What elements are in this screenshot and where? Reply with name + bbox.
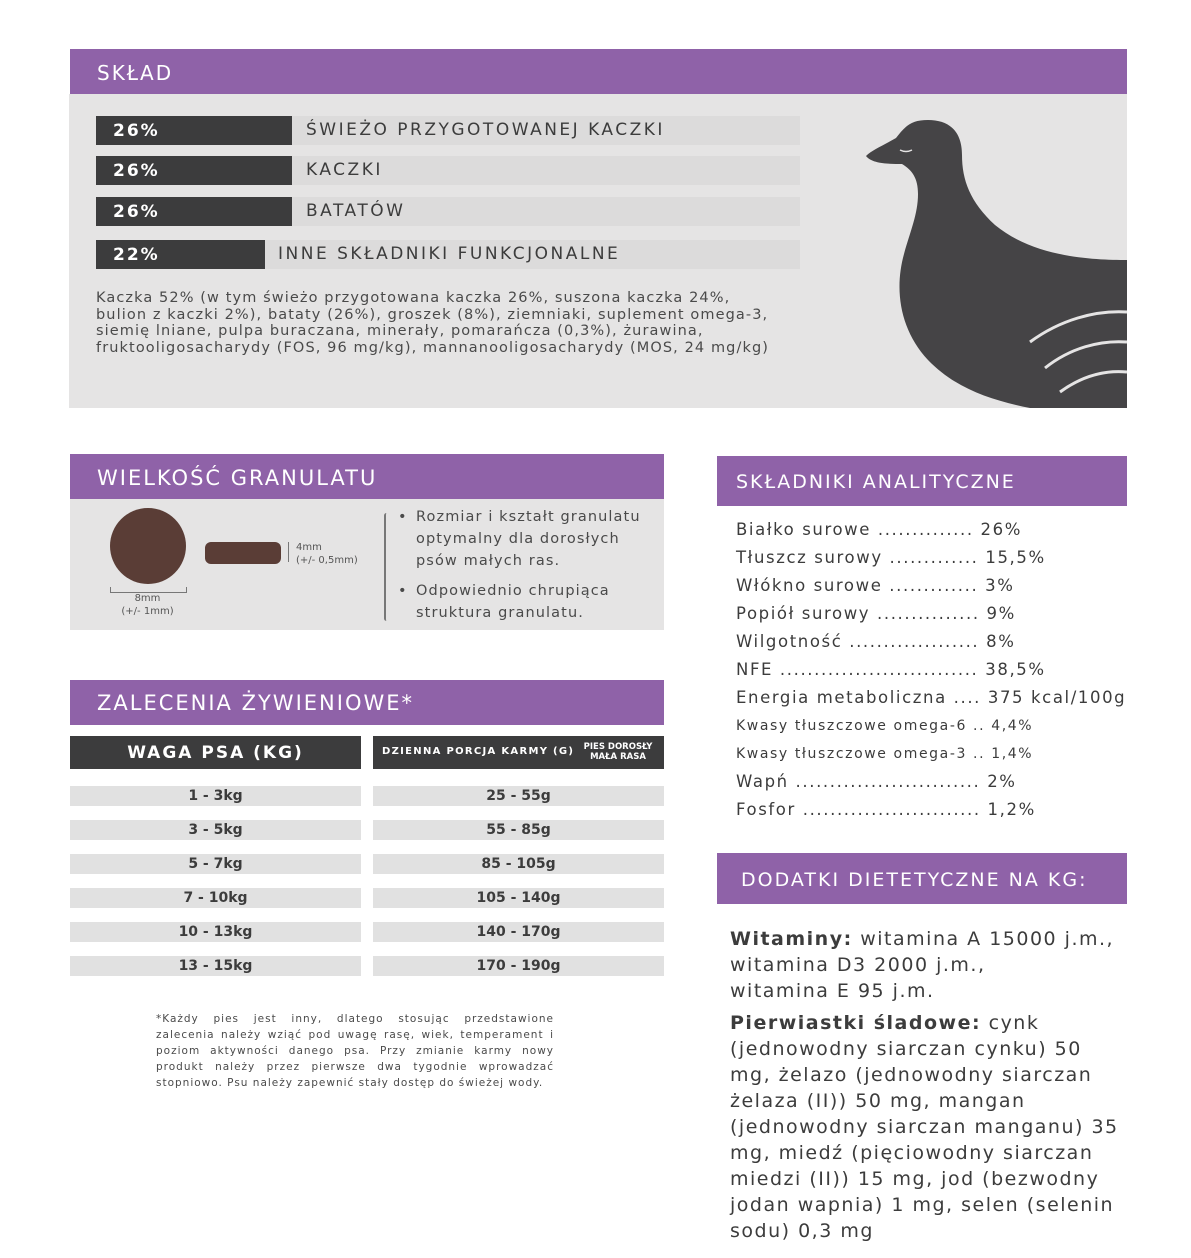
diameter-tolerance: (+/- 1mm): [121, 606, 174, 617]
analytical-row: Wapń ........................... 2%: [736, 772, 1017, 791]
weight-column-label: WAGA PSA (KG): [127, 743, 304, 763]
bullet-dot: •: [398, 509, 408, 525]
duck-icon: [860, 110, 1127, 408]
weight-column-header: [70, 736, 361, 769]
diameter-value: 8mm: [134, 593, 161, 604]
trace-elements-block: [730, 1010, 1122, 1244]
ingredient-percent: 26%: [96, 197, 292, 226]
analytical-title: SKŁADNIKI ANALITYCZNE: [736, 471, 1016, 493]
bullet-line: psów małych ras.: [416, 553, 561, 569]
trace-line: mg, żelazo (jednowodny siarczan: [730, 1064, 1093, 1086]
diameter-label: [100, 592, 195, 618]
trace-line: jodan wapnia) 1 mg, selen (selenin: [730, 1194, 1115, 1216]
feeding-footnote: *Każdy pies jest inny, dlatego stosując przedstawione zalecenia należy wziąć pod uwagę rasę, wiek, temperament i poziom aktywności danego psa. Przy zmianie karmy nowy produkt należy przez pierwsze dwa tygodnie wprowadzać stopniowo. Psu należy zapewnić stały dostęp do świeżej wody.: [156, 1013, 554, 1089]
analytical-row: Białko surowe .............. 26%: [736, 520, 1023, 539]
ingredient-percent: 26%: [96, 116, 292, 145]
description-line: fruktooligosacharydy (FOS, 96 mg/kg), mannanooligosacharydy (MOS, 24 mg/kg): [96, 339, 770, 356]
additives-header: [717, 853, 1127, 904]
portion-cell: 25 - 55g: [373, 786, 664, 806]
trace-line: (jednowodny siarczan cynku) 50: [730, 1038, 1082, 1060]
bullet-line: struktura granulatu.: [416, 605, 584, 621]
trace-line: (jednowodny siarczan manganu) 35: [730, 1116, 1119, 1138]
portion-cell: 105 - 140g: [373, 888, 664, 908]
description-line: bulion z kaczki 2%), bataty (26%), groszek (8%), ziemniaki, suplement omega-3,: [96, 306, 769, 323]
composition-header: [70, 49, 1127, 94]
ingredient-name: INNE SKŁADNIKI FUNKCJONALNE: [278, 244, 621, 264]
trace-label: Pierwiastki śladowe:: [730, 1012, 982, 1034]
dog-type-line: PIES DOROSŁY: [583, 742, 653, 752]
composition-title: SKŁAD: [97, 61, 174, 85]
ingredient-name: BATATÓW: [306, 201, 406, 221]
analytical-row: Włókno surowe ............. 3%: [736, 576, 1015, 595]
weight-cell: 7 - 10kg: [70, 888, 361, 908]
weight-cell: 10 - 13kg: [70, 922, 361, 942]
ingredient-row: [96, 116, 800, 145]
kibble-divider: [384, 513, 389, 621]
trace-line: sodu) 0,3 mg: [730, 1220, 874, 1242]
portion-cell: 170 - 190g: [373, 956, 664, 976]
bullet-dot: •: [398, 583, 408, 599]
description-line: siemię lniane, pulpa buraczana, minerały, pomarańcza (0,3%), żurawina,: [96, 323, 704, 339]
ingredient-row: [96, 197, 800, 226]
trace-line: żelaza (II)) 50 mg, mangan: [730, 1090, 1026, 1112]
dog-type-line: MAŁA RASA: [590, 752, 646, 762]
portion-cell: 85 - 105g: [373, 854, 664, 874]
portion-column-header: [373, 736, 664, 769]
analytical-row: NFE ............................. 38,5%: [736, 660, 1046, 679]
analytical-row: Wilgotność ................... 8%: [736, 632, 1016, 651]
trace-line: cynk: [981, 1012, 1040, 1034]
kibble-bullet: [398, 580, 668, 624]
portion-cell: 140 - 170g: [373, 922, 664, 942]
analytical-row: Fosfor .......................... 1,2%: [736, 800, 1036, 819]
ingredient-percent: 26%: [96, 156, 292, 185]
ingredient-description: [96, 290, 856, 356]
ingredient-row: [96, 156, 800, 185]
vitamins-block: [730, 926, 1122, 1004]
portion-column-label: DZIENNA PORCJA KARMY (G): [382, 746, 575, 757]
thickness-tolerance: (+/- 0,5mm): [296, 555, 358, 566]
feeding-header: [70, 680, 664, 725]
analytical-row: Popiół surowy ............... 9%: [736, 604, 1016, 623]
weight-cell: 5 - 7kg: [70, 854, 361, 874]
vitamins-line: witamina A 15000 j.m.,: [852, 928, 1115, 950]
weight-cell: 13 - 15kg: [70, 956, 361, 976]
kibble-round-icon: [110, 508, 186, 584]
analytical-row: Kwasy tłuszczowe omega-3 .. 1,4%: [736, 746, 1034, 762]
weight-cell: 1 - 3kg: [70, 786, 361, 806]
bullet-line: optymalny dla dorosłych: [416, 531, 620, 547]
kibble-header: [70, 454, 664, 499]
bullet-line: Rozmiar i kształt granulatu: [416, 509, 641, 525]
trace-line: mg, miedź (pięciowodny siarczan: [730, 1142, 1094, 1164]
weight-cell: 3 - 5kg: [70, 820, 361, 840]
thickness-value: 4mm: [296, 542, 322, 553]
analytical-row: Kwasy tłuszczowe omega-6 .. 4,4%: [736, 718, 1034, 734]
description-line: Kaczka 52% (w tym świeżo przygotowana kaczka 26%, suszona kaczka 24%,: [96, 290, 731, 306]
portion-cell: 55 - 85g: [373, 820, 664, 840]
thickness-label: [296, 541, 358, 567]
feeding-title: ZALECENIA ŻYWIENIOWE*: [97, 691, 414, 715]
ingredient-percent: 22%: [96, 240, 265, 269]
ingredient-name: KACZKI: [306, 160, 383, 180]
vitamins-line: witamina D3 2000 j.m.,: [730, 954, 986, 976]
analytical-header: [717, 456, 1127, 506]
ingredient-name: ŚWIEŻO PRZYGOTOWANEJ KACZKI: [306, 120, 665, 140]
analytical-row: Tłuszcz surowy ............. 15,5%: [736, 548, 1046, 567]
ingredient-row: [96, 240, 800, 269]
vitamins-line: witamina E 95 j.m.: [730, 980, 935, 1002]
additives-title: DODATKI DIETETYCZNE NA KG:: [741, 869, 1088, 891]
vitamins-label: Witaminy:: [730, 928, 853, 950]
dog-type-label: [576, 742, 660, 762]
kibble-side-icon: [205, 542, 281, 564]
bullet-line: Odpowiednio chrupiąca: [416, 583, 610, 599]
thickness-bracket: [288, 542, 292, 562]
kibble-bullet: [398, 506, 668, 572]
kibble-title: WIELKOŚĆ GRANULATU: [97, 466, 378, 490]
trace-line: miedzi (II)) 15 mg, jod (bezwodny: [730, 1168, 1100, 1190]
analytical-row: Energia metaboliczna .... 375 kcal/100g: [736, 688, 1127, 707]
